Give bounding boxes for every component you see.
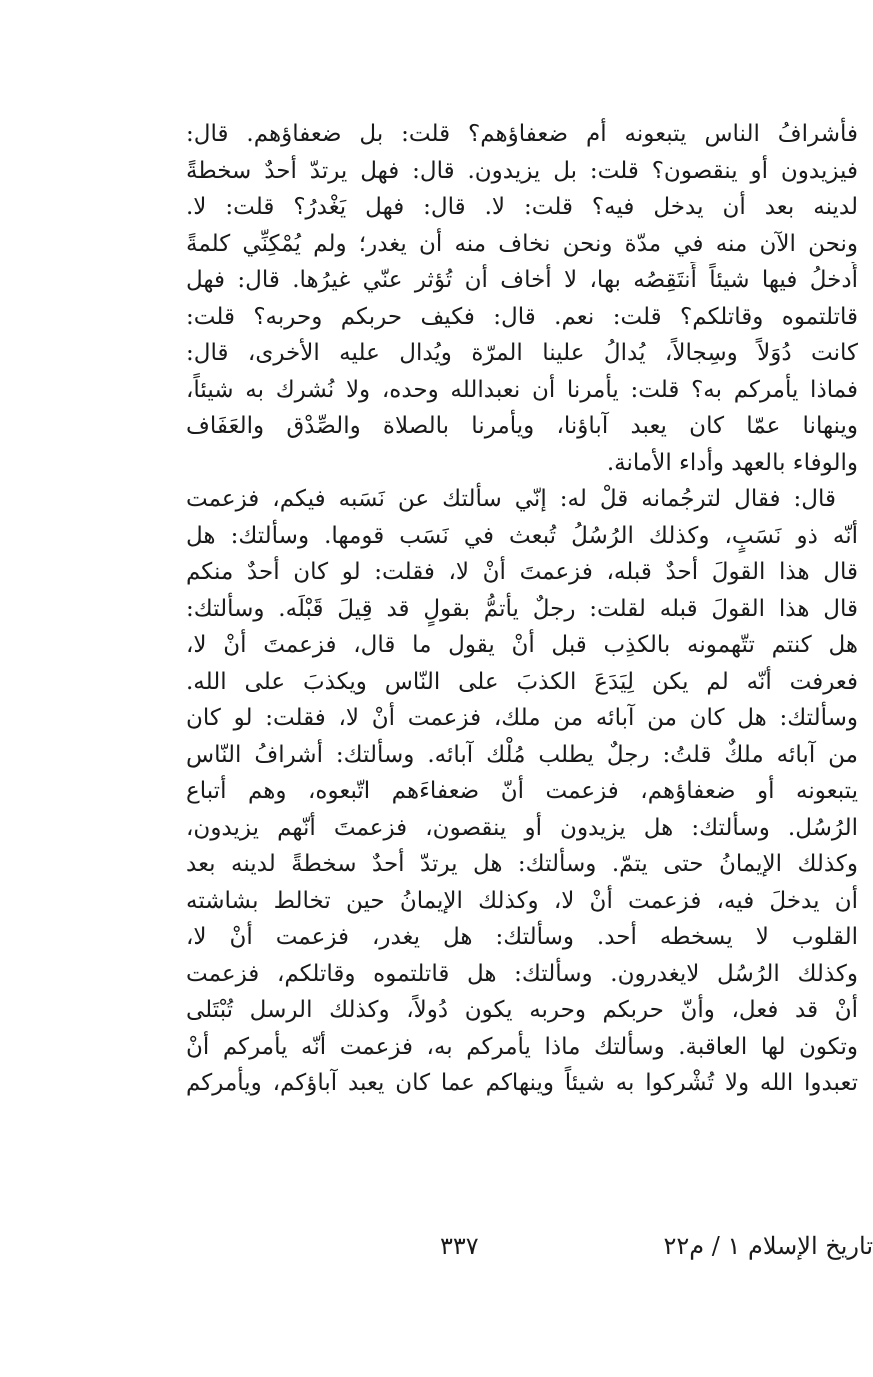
text-line: فماذا يأمركم به؟ قلت: يأمرنا أن نعبدالله وحده، ولا نُشرك به شيئاً، [186,376,858,403]
text-line: قال هذا القولَ أحدٌ قبله، فزعمتَ أنْ لا، فقلت: لو كان أحدٌ منكم [186,559,858,585]
text-line: وتكون لها العاقبة. وسألتك ماذا يأمركم به، فزعمت أنّه يأمركم أنْ [186,1033,858,1060]
text-line: وينهانا عمّا كان يعبد آباؤنا، ويأمرنا بالصلاة والصِّدْق والعَفَاف [186,413,858,439]
text-line: فيزيدون أو ينقصون؟ قلت: بل يزيدون. قال: فهل يرتدّ أحدٌ سخطةً [186,157,858,184]
text-line: تعبدوا الله ولا تُشْركوا به شيئاً وينهاكم عما كان يعبد آباؤكم، ويأمركم [186,1070,858,1096]
text-line: وكذلك الرُسُل لايغدرون. وسألتك: هل قاتلتموه وقاتلكم، فزعمت [186,960,858,987]
page-footer [0,1221,873,1271]
text-line: أنْ قد فعل، وأنّ حربكم وحربه يكون دُولاً، وكذلك الرسل تُبْتَلى [186,997,858,1023]
running-head: تاريخ الإسلام ١ / م٢٢ [663,1232,873,1260]
text-line: والوفاء بالعهد وأداء الأمانة. [606,449,858,476]
text-line: القلوب لا يسخطه أحد. وسألتك: هل يغدر، فزعمت أنْ لا، [186,924,858,950]
text-line: لدينه بعد أن يدخل فيه؟ قلت: لا. قال: فهل يَغْدرُ؟ قلت: لا. [186,194,858,220]
text-line: قال: فقال لترجُمانه قلْ له: إنّي سألتك عن نَسَبه فيكم، فزعمت [186,486,836,512]
text-line: أن يدخلَ فيه، فزعمت أنْ لا، وكذلك الإيمانُ حين تخالط بشاشته [186,887,858,914]
text-line: كانت دُوَلاً وسِجالاً، يُدالُ علينا المرّة ويُدال عليه الأخرى، قال: [186,340,858,366]
text-line: وكذلك الإيمانُ حتى يتمّ. وسألتك: هل يرتدّ أحدٌ سخطةً لدينه بعد [186,851,858,877]
text-line: الرُسُل. وسألتك: هل يزيدون أو ينقصون، فزعمتَ أنّهم يزيدون، [186,814,858,841]
text-line: وسألتك: هل كان من آبائه من ملك، فزعمت أنْ لا، فقلت: لو كان [186,705,858,731]
text-line: قاتلتموه وقاتلكم؟ قلت: نعم. قال: فكيف حربكم وحربه؟ قلت: [186,303,858,330]
text-line: فأشرافُ الناس يتبعونه أم ضعفاؤهم؟ قلت: بل ضعفاؤهم. قال: [186,121,858,147]
text-line: فعرفت أنّه لم يكن لِيَدَعَ الكذبَ على النّاس ويكذبَ على الله. [186,668,858,695]
text-line: أنّه ذو نَسَبٍ، وكذلك الرُسُلُ تُبعث في نَسَب قومها. وسألتك: هل [186,522,858,549]
text-line: قال هذا القولَ قبله لقلت: رجلٌ يأتمُّ بقولٍ قد قِيلَ قَبْلَه. وسألتك: [186,595,858,622]
text-line: ونحن الآن منه في مدّة ونحن نخاف منه أن يغدر؛ ولم يُمْكِنِّي كلمةً [186,230,858,257]
page-number: ٣٣٧ [440,1232,479,1260]
text-line: أُدخلُ فيها شيئاً أَنتَقِصُه بها، لا أخاف أن تُؤثر عنّي غيرُها. قال: فهل [186,267,858,293]
text-line: من آبائه ملكٌ قلتُ: رجلٌ يطلب مُلْك آبائه. وسألتك: أشرافُ النّاس [186,741,858,768]
text-line: هل كنتم تتّهمونه بالكذِب قبل أنْ يقول ما قال، فزعمتَ أنْ لا، [186,632,858,658]
text-line: يتبعونه أو ضعفاؤهم، فزعمت أنّ ضعفاءَهم اتّبعوه، وهم أتباع [186,778,858,804]
body-text [186,116,858,1102]
